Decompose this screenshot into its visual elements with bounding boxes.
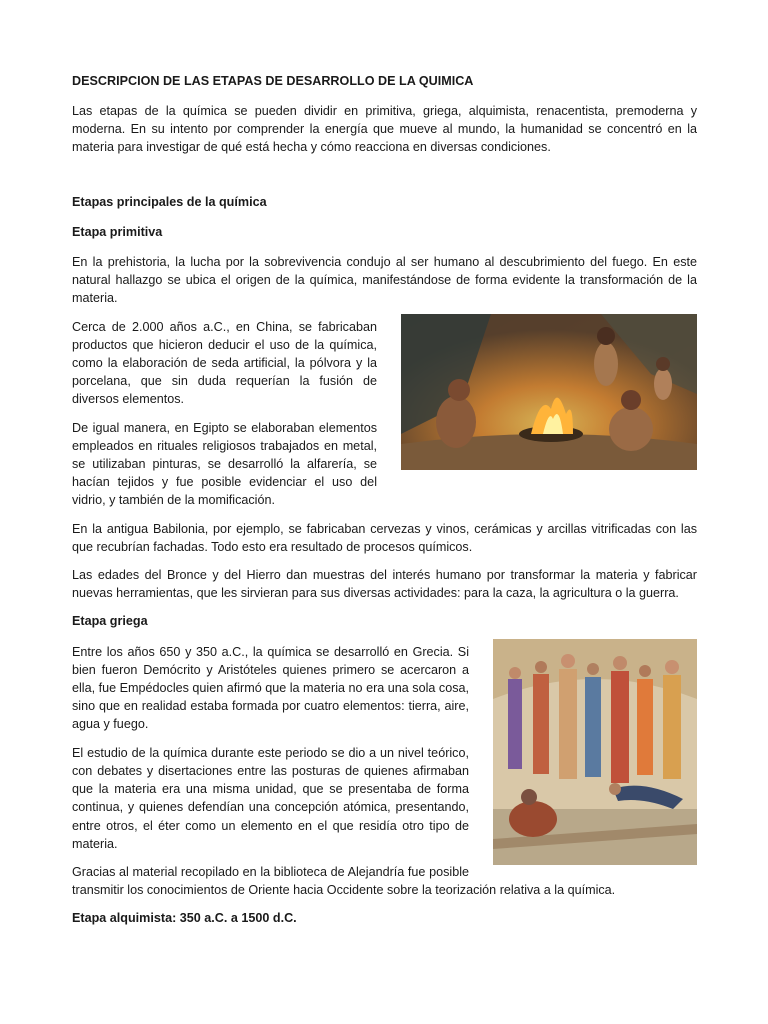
primitive-paragraph-4: En la antigua Babilonia, por ejemplo, se fabricaban cervezas y vinos, cerámicas y arcillas vitrificadas con las que recubrían fachadas. Todo esto era resultado de procesos químicos. [72, 521, 697, 554]
spacer [72, 167, 697, 193]
greek-paragraph-1: Entre los años 650 y 350 a.C., la química se desarrolló en Grecia. Si bien fueron Demócrito y Aristóteles quienes primero se acercaron a ella, fue Empédocles quien afirmó que la materia no era una sola cosa, sino que en realidad estaba formada por cuatro elementos: tierra, aire, agua y fuego. [72, 644, 469, 732]
primitive-paragraph-3: De igual manera, en Egipto se elaboraban elementos empleados en rituales religiosos trabajados en metal, se utilizaban pinturas, se desarrolló la alfarería, se hacían tejidos y fue posible evidenciar el uso del vidrio, y también de la momificación. [72, 420, 377, 508]
school-of-athens-illustration [493, 639, 697, 865]
primitive-heading: Etapa primitiva [72, 224, 163, 239]
document-title: DESCRIPCION DE LAS ETAPAS DE DESARROLLO DE LA QUIMICA [72, 74, 474, 88]
greek-paragraph-2: El estudio de la química durante este periodo se dio a un nivel teórico, con debates y disertaciones entre las posturas de quienes afirmaban que la materia era una misma unidad, que se presentaba de forma continua, y quienes defendían una concepción atómica, presentando, entre otros, el éter como un elemento en el que residía otro tipo de materia. [72, 745, 469, 851]
main-section-heading: Etapas principales de la química [72, 194, 267, 209]
prehistoric-fire-illustration [401, 314, 697, 470]
primitive-paragraph-5: Las edades del Bronce y del Hierro dan muestras del interés humano por transformar la materia y fabricar nuevas herramientas, que les sirvieran para sus diversas actividades: para la caza, la agricultura o la guerra. [72, 568, 697, 601]
greek-paragraph-3: Gracias al material recopilado en la biblioteca de Alejandría fue posible transmitir los conocimientos de Oriente hacia Occidente sobre la teorización relativa a la química. [72, 864, 616, 898]
greek-heading: Etapa griega [72, 614, 148, 629]
primitive-paragraph-2: Cerca de 2.000 años a.C., en China, se fabricaban productos que hicieron deducir el uso de la química, como la elaboración de seda artificial, la pólvora y la porcelana, que sin duda requerían la fusión de diversos elementos. [72, 319, 377, 407]
prehistoric-fire-image [401, 314, 697, 470]
school-of-athens-image [493, 639, 697, 865]
alchemy-heading: Etapa alquimista: 350 a.C. a 1500 d.C. [72, 911, 297, 926]
primitive-paragraph-1: En la prehistoria, la lucha por la sobrevivencia condujo al ser humano al descubrimiento del fuego. En este natural hallazgo se ubica el origen de la química, manifestándose de forma evidente la transformación de la materia. [72, 255, 697, 306]
intro-paragraph: Las etapas de la química se pueden dividir en primitiva, griega, alquimista, renacentista, premoderna y moderna. En su intento por comprender la energía que mueve al mundo, la humanidad se concentró en la materia para investigar de qué está hecha y cómo reacciona en diversas condiciones. [72, 104, 697, 155]
document-body [72, 72, 697, 940]
